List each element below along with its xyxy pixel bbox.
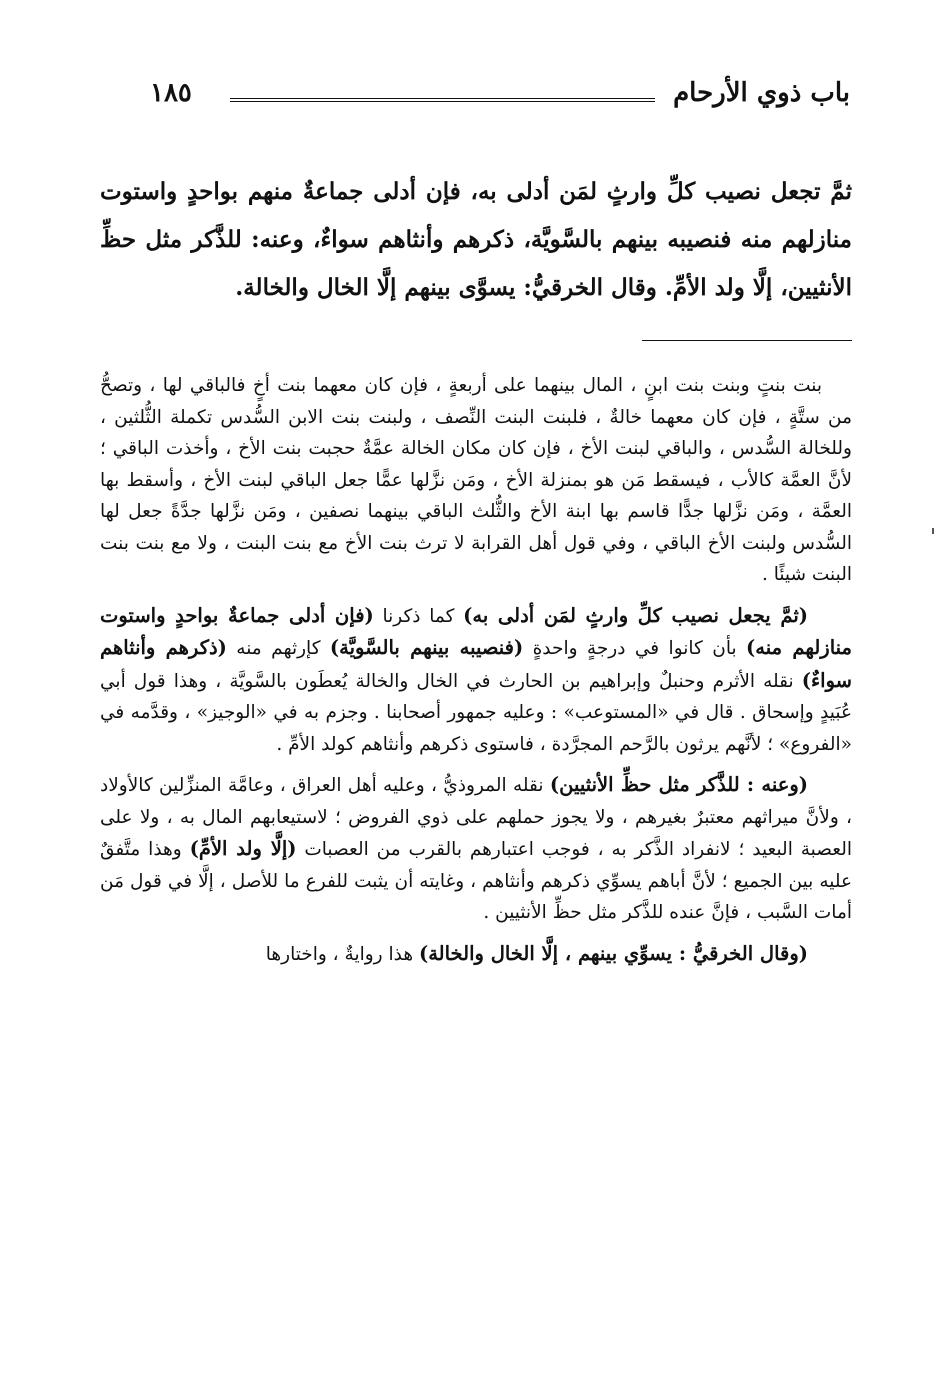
commentary-paragraph [100, 370, 852, 591]
quoted-matn: (فإن أدلى جماعةٌ بواحدٍ واستوت منازلهم منه) [100, 603, 852, 659]
header-rule [230, 98, 655, 102]
commentary-paragraph [100, 769, 852, 929]
margin-mark [932, 528, 934, 534]
commentary-text: بنت بنتٍ وبنت بنت ابنٍ ، المال بينهما على أربعةٍ ، فإن كان معهما بنت أخٍ فالباقي لها ، وتصحُّ من ستَّةٍ ، فإن كان معهما خالةٌ ، فلبنت البنت النِّصف ، ولبنت بنت الابن السُّدس تكملة الثُّلثين ، وللخالة السُّدس ، والباقي لبنت الأخ ، فإن كان مكان الخالة عمَّةٌ حجبت بنت الأخ ، وأخذت الباقي ؛ لأنَّ العمَّة كالأب ، فيسقط مَن هو بمنزلة الأخ ، ومَن نزَّلها عمًّا جعل الباقي لبنت الأخ ، وأسقط بها العمَّة ، ومَن نزَّلها جدًّا قاسم بها ابنة الأخ والثُّلث الباقي بينهما نصفين ، ومَن نزَّلها جدَّةً جعل لها السُّدس ولبنت الأخ الباقي ، وفي قول أهل القرابة لا ترث بنت الأخ مع بنت البنت ، ولا مع بنت بنت البنت شيئًا . [100, 375, 852, 585]
commentary-text: وهذا متَّفقٌ عليه بين الجميع ؛ لأنَّ أباهم يسوِّي ذكرهم وأنثاهم ، وغايته أن يثبت للفرع ما للأصل ، إلَّا في قول مَن أمات السَّبب ، فإنَّ عنده للذَّكر مثل حظِّ الأنثيين . [100, 839, 852, 923]
commentary-text: هذا روايةٌ ، واختارها [265, 943, 419, 965]
quoted-matn: (وقال الخرقيُّ : يسوِّي بينهم ، إلَّا الخال والخالة) [418, 941, 808, 965]
quoted-matn: (ثمَّ يجعل نصيب كلِّ وارثٍ لمَن أدلى به) [463, 603, 808, 627]
commentary-paragraph [100, 600, 852, 761]
page-header [150, 78, 850, 118]
commentary-text: كما ذكرنا [373, 605, 464, 627]
quoted-matn: (ذكرهم وأنثاهم سواءٌ) [100, 636, 852, 692]
commentary-text: كإرثهم منه [226, 638, 330, 659]
commentary-text: نقله الأثرم وحنبلٌ وإبراهيم بن الحارث في الخال والخالة يُعطَون بالسَّويَّة ، وهذا قول أبي عُبَيدٍ وإسحاق . قال في «المستوعب» : وعليه جمهور أصحابنا . وجزم به في «الوجيز» ، وقدَّمه في «الفروع» ؛ لأنَّهم يرثون بالرَّحم المجرَّدة ، فاستوى ذكرهم وأنثاهم كولد الأمِّ . [100, 670, 852, 755]
matn-text: ثمَّ تجعل نصيب كلِّ وارثٍ لمَن أدلى به، فإن أدلى جماعةٌ منهم بواحدٍ واستوت منازلهم منه فنصيبه بينهم بالسَّويَّة، ذكرهم وأنثاهم سواءٌ، وعنه: للذَّكر مثل حظِّ الأنثيين، إلَّا ولد الأمِّ. وقال الخرقيُّ: يسوَّى بينهم إلَّا الخال والخالة. [100, 178, 852, 301]
quoted-matn: (فنصيبه بينهم بالسَّويَّة) [329, 636, 524, 659]
quoted-matn: (إلَّا ولد الأمِّ) [189, 837, 297, 860]
page-number: ١٨٥ [150, 78, 192, 108]
commentary-paragraph [100, 938, 852, 971]
matn-divider [642, 340, 852, 341]
quoted-matn: (وعنه : للذَّكر مثل حظِّ الأنثيين) [549, 773, 808, 796]
commentary [100, 370, 852, 979]
commentary-text: بأن كانوا في درجةٍ واحدةٍ [523, 638, 747, 659]
chapter-title: باب ذوي الأرحام [673, 78, 850, 108]
commentary-text: نقله المروذيُّ ، وعليه أهل العراق ، وعامَّة المنزِّلين كالأولاد ، ولأنَّ ميراثهم معتبرٌ بغيرهم ، ولا يجوز حملهم على ذوي الفروض ؛ لاستيعابهم المال به ، ولا على العصبة البعيد ؛ لانفراد الذَّكر به ، فوجب اعتبارهم بالقرب من العصبات [100, 775, 852, 860]
